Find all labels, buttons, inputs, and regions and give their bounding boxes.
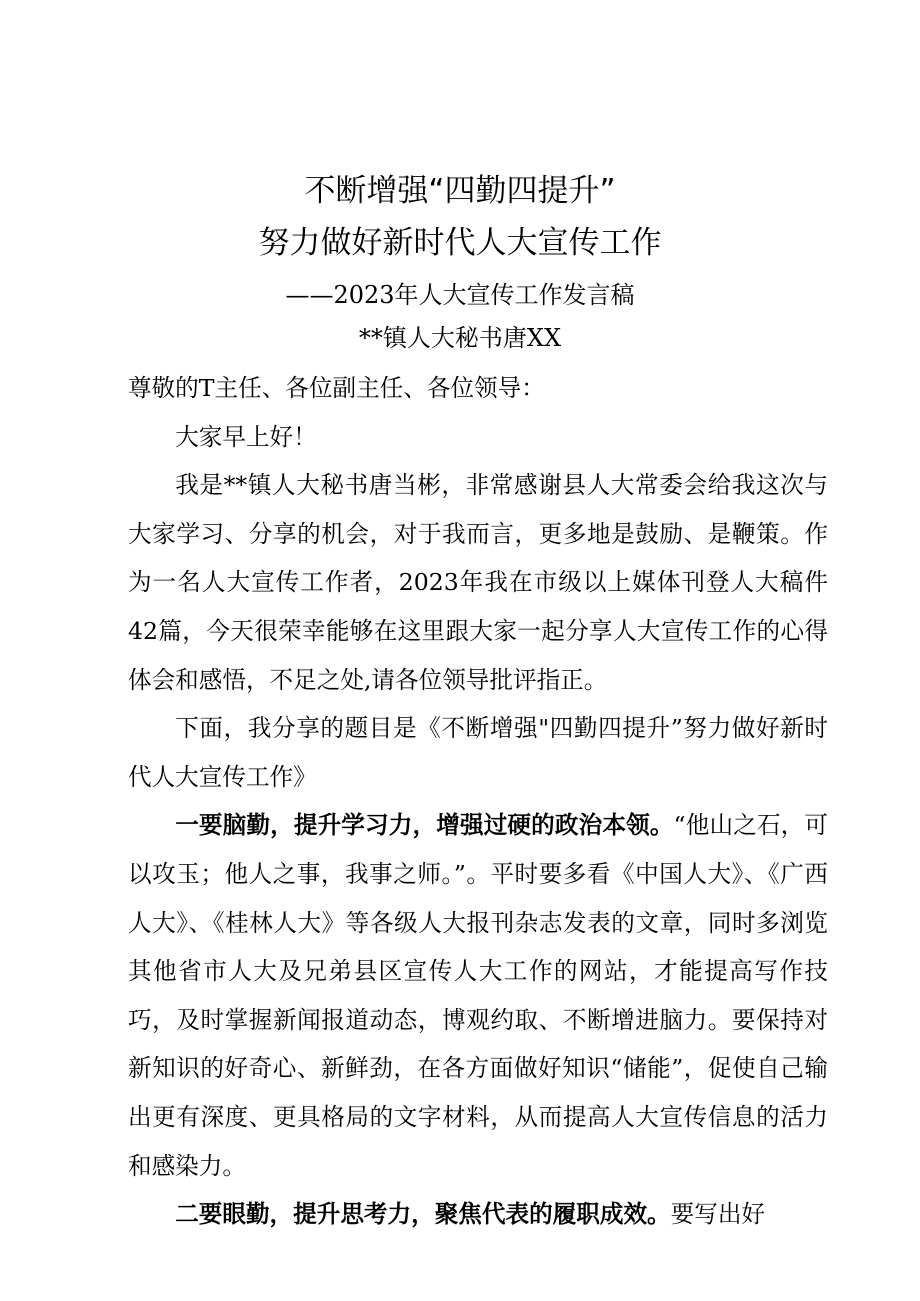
section-1-heading: 一要脑勤，提升学习力，增强过硬的政治本领。 [175,811,674,840]
section-2-heading: 二要眼勤，提升思考力，聚焦代表的履职成效。 [175,1200,671,1229]
greeting: 大家早上好！ [175,422,317,451]
document-title-line-1: 不断增强“四勤四提升” [304,173,616,209]
paragraph-topic: 下面，我分享的题目是《不断增强"四勤四提升”努力做好新时代人大宣传工作》 [128,714,828,791]
document-title-line-2: 努力做好新时代人大宣传工作 [258,225,662,261]
salutation: 尊敬的T主任、各位副主任、各位领导： [128,374,545,402]
section-1-body: “他山之石，可以攻玉；他人之事，我事之师。”。平时要多看《中国人大》、《广西人大》、《桂林人大》等各级人大报刊杂志发表的文章，同时多浏览其他省市人大及兄弟县区宣传人大工作的网站，才能提高写作技巧，及时掌握新闻报道动态，博观约取、不断增进脑力。要保持对新知识的好奇心、新鲜劲，在各方面做好知识“储能”，促使自己输出更有深度、更具格局的文字材料，从而提高人大宣传信息的活力和感染力。 [128,811,828,1180]
document-body [128,364,828,1239]
document-subtitle: ——2023年人大宣传工作发言稿 [285,281,635,309]
document-author: **镇人大秘书唐XX [358,324,562,352]
paragraph-intro: 我是**镇人大秘书唐当彬，非常感谢县人大常委会给我这次与大家学习、分享的机会，对于我而言，更多地是鼓励、是鞭策。作为一名人大宣传工作者，2023年我在市级以上媒体刊登人大稿件42篇，今天很荣幸能够在这里跟大家一起分享人大宣传工作的心得体会和感悟，不足之处,请各位领导批评指正。 [128,471,828,694]
paragraph-section-2 [128,1190,828,1239]
section-2-body: 要写出好 [670,1200,766,1229]
paragraph-section-1 [128,801,828,1190]
